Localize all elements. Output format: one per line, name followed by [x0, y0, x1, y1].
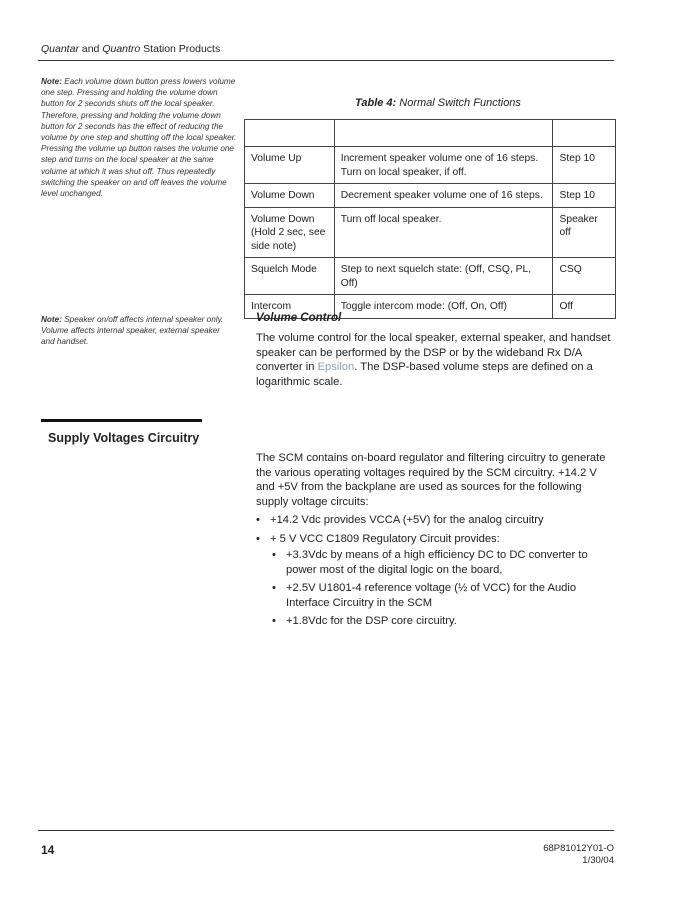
epsilon-link[interactable]: Epsilon	[317, 361, 355, 374]
header-and: and	[78, 43, 103, 55]
table-caption-label: Table 4:	[355, 97, 397, 109]
page-number: 14	[41, 843, 55, 857]
table-cell-function: Increment speaker volume one of 16 steps. Turn on local speaker, if off.	[334, 147, 553, 184]
table-row	[245, 207, 616, 258]
switch-functions-table	[244, 119, 616, 319]
header-rule	[38, 60, 614, 61]
running-header	[41, 43, 220, 55]
table-cell-function: Step to next squelch state: (Off, CSQ, PL, Off)	[334, 258, 553, 295]
note-text: Each volume down button press lowers volume one step. Pressing and holding the volume down button for 2 seconds shuts off the local speaker. Therefore, pressing and holding the volume down button for 2 seconds has the effect of reducing the volume by one step and shutting off the local speaker. Pressing the volume up button raises the volume one step and turns on the local speaker at the same volume at which it was shut off. Thus repeatedly switching the speaker on and off leaves the volume level unchanged.	[41, 77, 237, 199]
list-item: • +3.3Vdc by means of a high efficiency DC to DC converter to power most of the digital logic on the board,	[272, 548, 616, 577]
header-rest: Station Products	[140, 43, 221, 55]
table-header-row	[245, 120, 616, 147]
supply-bullet-list	[256, 513, 616, 550]
table-cell-default: Step 10	[553, 184, 616, 208]
list-item: • + 5 V VCC C1809 Regulatory Circuit provides:	[256, 532, 616, 547]
header-product-1: Quantar	[41, 43, 79, 55]
note-text: Speaker on/off affects internal speaker only. Volume affects internal speaker, external speaker and handset.	[41, 315, 224, 347]
supply-sub-bullet-list	[272, 548, 616, 633]
table-header-cell	[245, 120, 335, 147]
side-note-volume	[41, 76, 237, 199]
document-id	[543, 843, 614, 867]
list-item: • +14.2 Vdc provides VCCA (+5V) for the analog circuitry	[256, 513, 616, 528]
list-item: • +1.8Vdc for the DSP core circuitry.	[272, 614, 616, 629]
table-cell-function: Decrement speaker volume one of 16 steps.	[334, 184, 553, 208]
table-cell-switch: Volume Down	[245, 184, 335, 208]
table-cell-switch: Volume Up	[245, 147, 335, 184]
note-label: Note:	[41, 315, 62, 324]
volume-control-heading: Volume Control	[256, 312, 342, 324]
vc-text-after: . The DSP-based volume steps are defined on a logarithmic scale.	[256, 361, 593, 388]
table-cell-switch: Volume Down (Hold 2 sec, see side note)	[245, 207, 335, 258]
table-cell-function: Toggle intercom mode: (Off, On, Off)	[334, 295, 553, 319]
table-cell-switch: Intercom	[245, 295, 335, 319]
table-cell-function: Turn off local speaker.	[334, 207, 553, 258]
side-note-speaker	[41, 314, 231, 348]
table-cell-default: CSQ	[553, 258, 616, 295]
note-label: Note:	[41, 77, 62, 86]
table-header-cell	[334, 120, 553, 147]
list-item: • +2.5V U1801-4 reference voltage (½ of VCC) for the Audio Interface Circuitry in the SCM	[272, 581, 616, 610]
section-rule	[41, 419, 202, 422]
table-row	[245, 258, 616, 295]
table-caption	[260, 97, 616, 109]
table-cell-default: Step 10	[553, 147, 616, 184]
table-cell-default: Off	[553, 295, 616, 319]
header-product-2: Quantro	[102, 43, 141, 55]
table-header-cell	[553, 120, 616, 147]
table-cell-switch: Squelch Mode	[245, 258, 335, 295]
section-title: Supply Voltages Circuitry	[48, 431, 200, 445]
table-caption-text: Normal Switch Functions	[396, 97, 521, 109]
vc-text-before: The volume control for the local speaker, external speaker, and handset speaker can be performed by the DSP or by the wideband Rx D/A converter in	[256, 332, 611, 374]
doc-date: 1/30/04	[582, 855, 614, 866]
volume-control-paragraph	[256, 331, 616, 389]
table-row	[245, 147, 616, 184]
table-cell-default: Speaker off	[553, 207, 616, 258]
table-row	[245, 184, 616, 208]
supply-paragraph: The SCM contains on-board regulator and filtering circuitry to generate the various operating voltages required by the SCM circuitry. +14.2 V and +5V from the backplane are used as sources for the following supply voltage circuits:	[256, 452, 606, 508]
doc-number: 68P81012Y01-O	[543, 843, 614, 854]
footer-rule	[38, 830, 614, 831]
